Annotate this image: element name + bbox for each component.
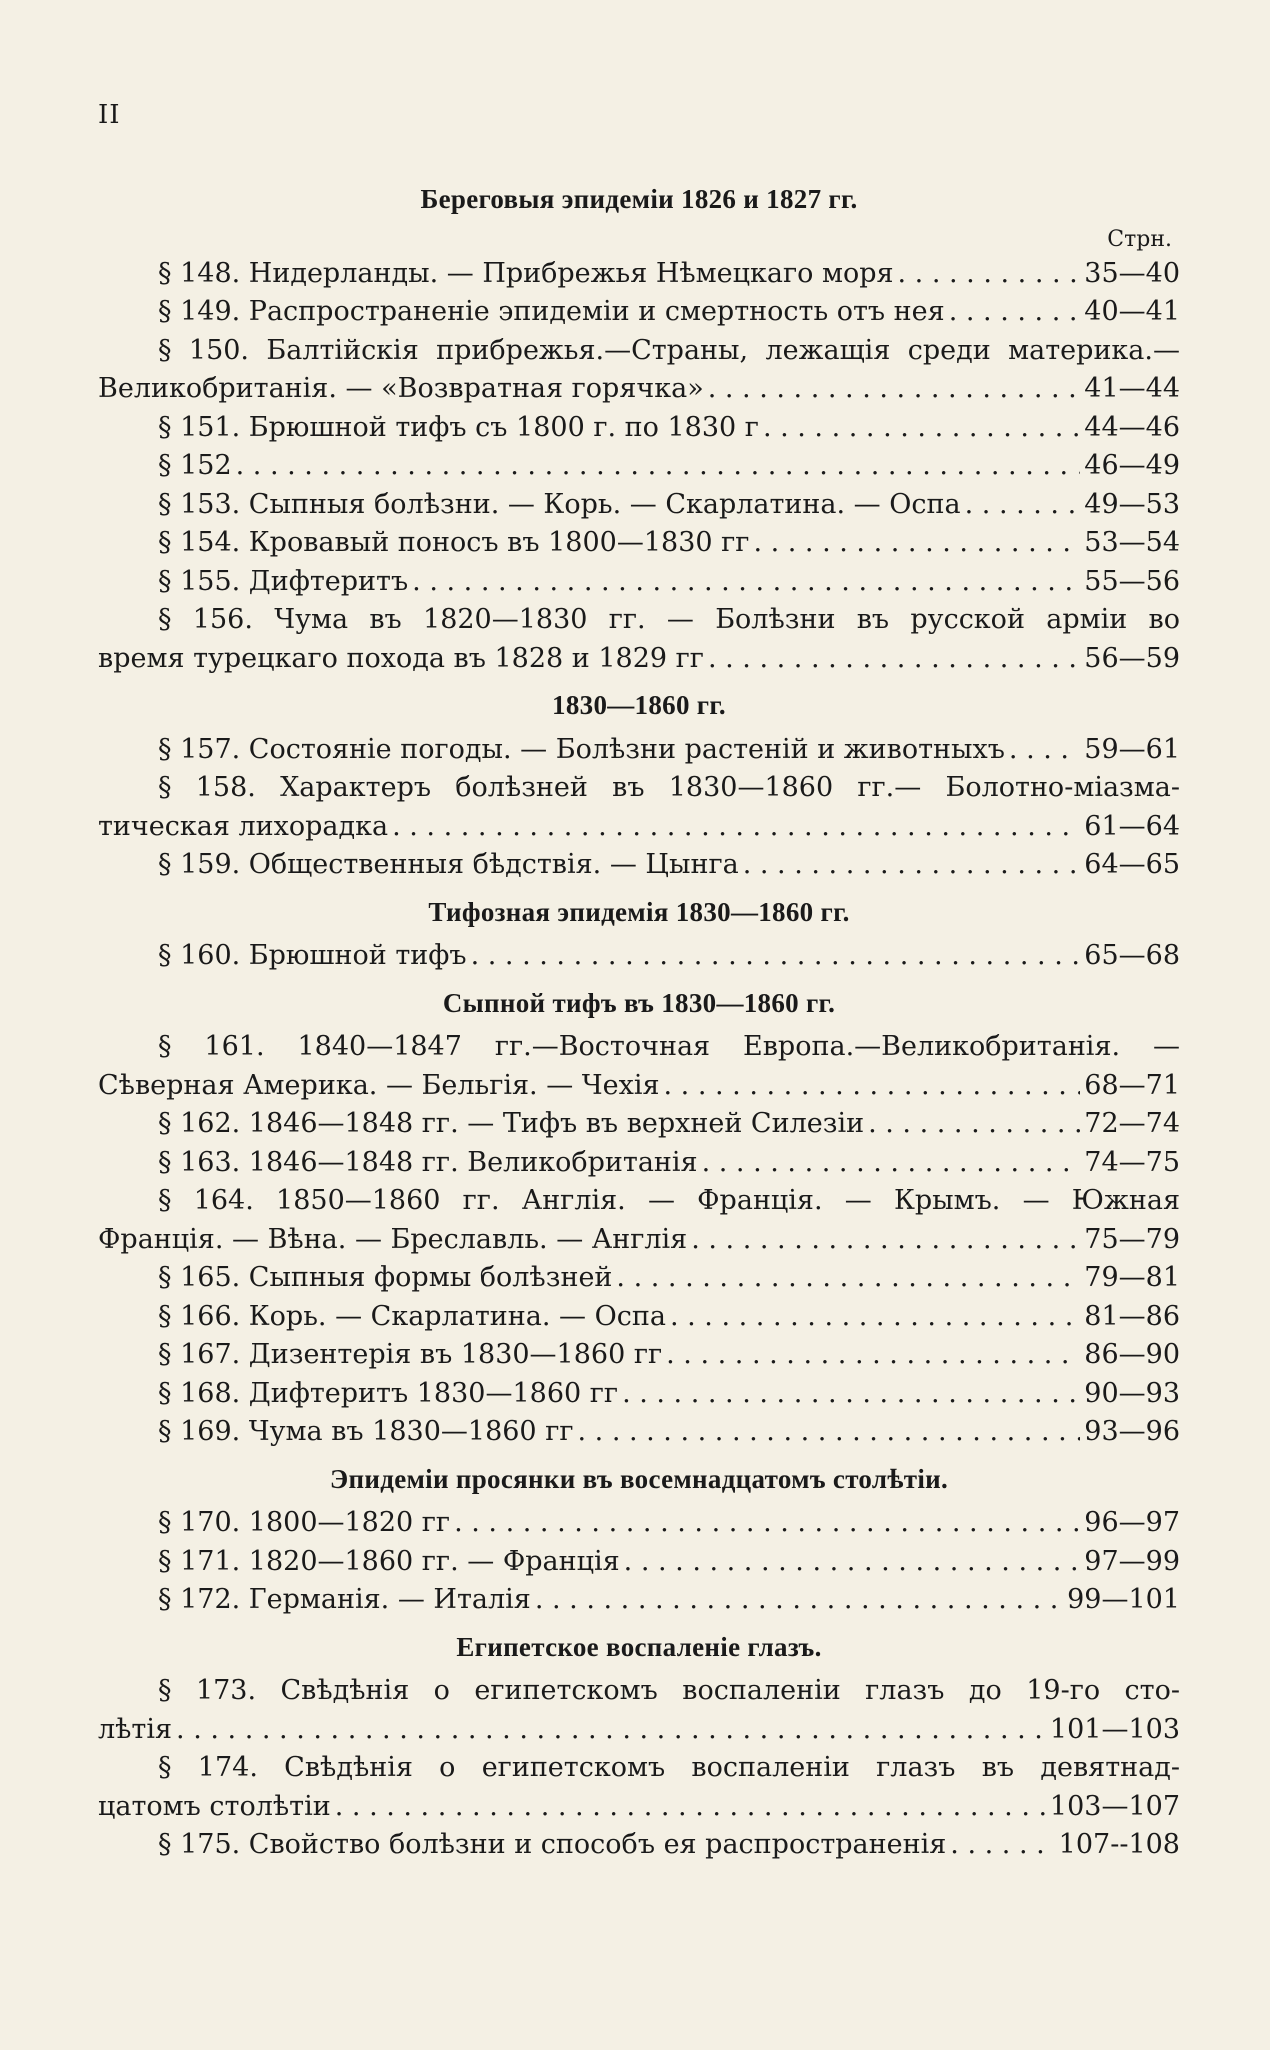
- toc-entry-pages: 75—79: [1084, 1223, 1180, 1255]
- toc-entry-first-line: § 150. Балтійскія прибрежья.—Страны, лежащія среди материка.—: [158, 334, 1180, 366]
- toc-entry-pages: 74—75: [1084, 1146, 1180, 1178]
- toc-entry: [98, 370, 1180, 409]
- toc-entry-title: § 165. Сыпныя формы болѣзней: [158, 1262, 613, 1293]
- dot-leader: [577, 1413, 1080, 1452]
- toc-entry-title: § 175. Свойство болѣзни и способъ ея распространенія: [158, 1829, 947, 1860]
- dot-leader: [670, 1298, 1080, 1337]
- toc-entry-pages: 44—46: [1084, 411, 1180, 443]
- toc-entry-pages: 46—49: [1084, 450, 1180, 481]
- toc-entry: [98, 1413, 1180, 1452]
- toc-entry-pages: 56—59: [1084, 642, 1180, 674]
- dot-leader: [702, 1144, 1080, 1183]
- page-column-label: Стрн.: [1107, 226, 1172, 252]
- dot-leader: [412, 563, 1080, 602]
- dot-leader: [691, 1221, 1080, 1260]
- toc-entry-pages: 103—107: [1049, 1790, 1180, 1822]
- toc-entry-pages: 53—54: [1084, 527, 1180, 558]
- toc-entry-first-line: § 158. Характеръ болѣзней въ 1830—1860 гг.— Болотно-міазма-: [158, 772, 1180, 803]
- toc-entry: [98, 1067, 1180, 1106]
- toc-entry: [98, 1826, 1180, 1865]
- dot-leader: [471, 937, 1080, 976]
- toc-entry-pages: 107--108: [1058, 1829, 1180, 1860]
- dot-leader: [743, 846, 1080, 885]
- toc-entry-title: § 151. Брюшной тифъ съ 1800 г. по 1830 г: [158, 411, 759, 443]
- dot-leader: [616, 1259, 1080, 1298]
- toc-entry: [98, 524, 1180, 563]
- dot-leader: [763, 409, 1080, 448]
- section-heading: Египетское воспаленіе глазъ.: [456, 1631, 822, 1662]
- toc-entry-title: § 149. Распространеніе эпидеміи и смертность отъ нея: [158, 296, 945, 327]
- toc-entry-first-line: § 161. 1840—1847 гг.—Восточная Европа.—Великобританія. —: [158, 1031, 1180, 1062]
- toc-entry: [98, 1375, 1180, 1414]
- dot-leader: [335, 1788, 1046, 1827]
- toc-entry-title: § 163. 1846—1848 гг. Великобританія: [158, 1146, 698, 1178]
- toc-entry-title: цатомъ столѣтіи: [98, 1790, 331, 1822]
- dot-leader: [753, 524, 1080, 563]
- toc-entry: [98, 255, 1180, 294]
- toc-entry: [98, 1144, 1180, 1183]
- toc-entry: [98, 1298, 1180, 1337]
- dot-leader: [708, 370, 1080, 409]
- dot-leader: [965, 486, 1080, 525]
- section-heading: Сыпной тифъ въ 1830—1860 гг.: [442, 987, 836, 1018]
- toc-entry-title: § 162. 1846—1848 гг. — Тифъ въ верхней Силезіи: [158, 1108, 865, 1139]
- toc-entry-pages: 35—40: [1084, 257, 1180, 289]
- toc-entry: [98, 1543, 1180, 1582]
- toc-entry-pages: 64—65: [1084, 849, 1180, 880]
- toc-entry-first-line: § 174. Свѣдѣнія о египетскомъ воспаленіи глазъ въ девятнад-: [158, 1752, 1180, 1783]
- toc-entry-pages: 49—53: [1084, 488, 1180, 520]
- dot-leader: [236, 447, 1080, 486]
- toc-entry-pages: 59—61: [1084, 733, 1180, 765]
- toc-entry-title: § 169. Чума въ 1830—1860 гг: [158, 1416, 574, 1447]
- toc-entry-title: § 167. Дизентерія въ 1830—1860 гг: [158, 1339, 663, 1370]
- toc-entry: [98, 1221, 1180, 1260]
- toc-entry: [98, 937, 1180, 976]
- toc-entry-title: § 171. 1820—1860 гг. — Франція: [158, 1545, 620, 1577]
- dot-leader: [949, 293, 1080, 332]
- toc-entry-pages: 61—64: [1084, 810, 1180, 842]
- toc-entry-title: Сѣверная Америка. — Бельгія. — Чехія: [98, 1069, 660, 1101]
- toc-entry-first-line: § 156. Чума въ 1820—1830 гг. — Болѣзни въ русской арміи во: [158, 604, 1180, 635]
- toc-entry-pages: 90—93: [1084, 1377, 1180, 1409]
- dot-leader: [666, 1336, 1080, 1375]
- page-number: II: [98, 100, 121, 130]
- toc-entry-pages: 86—90: [1084, 1339, 1180, 1370]
- dot-leader: [868, 1105, 1080, 1144]
- dot-leader: [898, 255, 1080, 294]
- toc-entry: [98, 1504, 1180, 1543]
- toc-entry: [98, 447, 1180, 486]
- toc-entry-title: § 172. Германія. — Италія: [158, 1584, 531, 1615]
- toc-entry-pages: 55—56: [1084, 565, 1180, 597]
- toc-entry-title: Франція. — Вѣна. — Бреславль. — Англія: [98, 1223, 688, 1255]
- toc-entry-pages: 41—44: [1084, 373, 1180, 404]
- toc-entry-pages: 93—96: [1084, 1416, 1180, 1447]
- toc-entry: [98, 1711, 1180, 1750]
- toc-entry: [98, 486, 1180, 525]
- table-of-contents: [98, 172, 1180, 1865]
- dot-leader: [176, 1711, 1046, 1750]
- toc-entry-title: § 170. 1800—1820 гг: [158, 1507, 451, 1538]
- toc-entry-pages: 68—71: [1084, 1069, 1180, 1101]
- toc-entry-pages: 81—86: [1084, 1300, 1180, 1332]
- toc-entry-pages: 97—99: [1084, 1545, 1180, 1577]
- toc-entry-title: тическая лихорадка: [98, 810, 389, 842]
- toc-entry-title: § 152: [158, 450, 232, 481]
- toc-entry-title: § 168. Дифтеритъ 1830—1860 гг: [158, 1377, 619, 1409]
- toc-entry-title: лѣтія: [98, 1713, 173, 1745]
- toc-entry-pages: 79—81: [1084, 1262, 1180, 1293]
- dot-leader: [708, 640, 1080, 679]
- toc-entry-first-line: § 173. Свѣдѣнія о египетскомъ воспаленіи глазъ до 19-го сто-: [158, 1675, 1180, 1706]
- dot-leader: [950, 1826, 1054, 1865]
- toc-entry-title: Великобританія. — «Возвратная горячка»: [98, 373, 704, 404]
- toc-entry: [98, 1581, 1180, 1620]
- toc-entry: [98, 1336, 1180, 1375]
- toc-entry: [98, 1788, 1180, 1827]
- section-heading: Тифозная эпидемія 1830—1860 гг.: [428, 896, 850, 927]
- toc-entry: [98, 563, 1180, 602]
- toc-entry-pages: 99—101: [1067, 1584, 1180, 1615]
- toc-entry-title: § 159. Общественныя бѣдствія. — Цынга: [158, 849, 739, 880]
- toc-entry-title: § 154. Кровавый поносъ въ 1800—1830 гг: [158, 527, 750, 558]
- toc-entry-title: § 148. Нидерланды. — Прибрежья Нѣмецкаго моря: [158, 257, 894, 289]
- toc-entry-pages: 65—68: [1084, 940, 1180, 971]
- toc-entry: [98, 640, 1180, 679]
- toc-entry: [98, 409, 1180, 448]
- toc-entry-pages: 72—74: [1084, 1108, 1180, 1139]
- dot-leader: [1009, 731, 1080, 770]
- section-heading: Береговыя эпидеміи 1826 и 1827 гг.: [420, 184, 858, 214]
- toc-entry: [98, 1259, 1180, 1298]
- toc-entry: [98, 293, 1180, 332]
- toc-entry: [98, 846, 1180, 885]
- toc-entry-title: время турецкаго похода въ 1828 и 1829 гг: [98, 642, 704, 674]
- dot-leader: [622, 1375, 1080, 1414]
- toc-entry-title: § 166. Корь. — Скарлатина. — Оспа: [158, 1300, 666, 1332]
- toc-entry-pages: 96—97: [1084, 1507, 1180, 1538]
- section-heading: 1830—1860 гг.: [552, 690, 726, 720]
- dot-leader: [624, 1543, 1080, 1582]
- toc-entry-pages: 101—103: [1049, 1713, 1180, 1745]
- dot-leader: [454, 1504, 1080, 1543]
- toc-entry-title: § 155. Дифтеритъ: [158, 565, 409, 597]
- dot-leader: [664, 1067, 1080, 1106]
- section-heading: Эпидеміи просянки въ восемнадцатомъ столѣтіи.: [329, 1463, 949, 1494]
- dot-leader: [392, 808, 1080, 847]
- toc-entry-first-line: § 164. 1850—1860 гг. Англія. — Франція. — Крымъ. — Южная: [158, 1185, 1180, 1216]
- toc-entry: [98, 808, 1180, 847]
- toc-entry: [98, 1105, 1180, 1144]
- dot-leader: [535, 1581, 1063, 1620]
- toc-entry: [98, 731, 1180, 770]
- toc-entry-title: § 157. Состояніе погоды. — Болѣзни растеній и животныхъ: [158, 733, 1005, 765]
- toc-entry-title: § 160. Брюшной тифъ: [158, 940, 467, 971]
- toc-entry-pages: 40—41: [1084, 296, 1180, 327]
- toc-entry-title: § 153. Сыпныя болѣзни. — Корь. — Скарлатина. — Оспа: [158, 488, 961, 520]
